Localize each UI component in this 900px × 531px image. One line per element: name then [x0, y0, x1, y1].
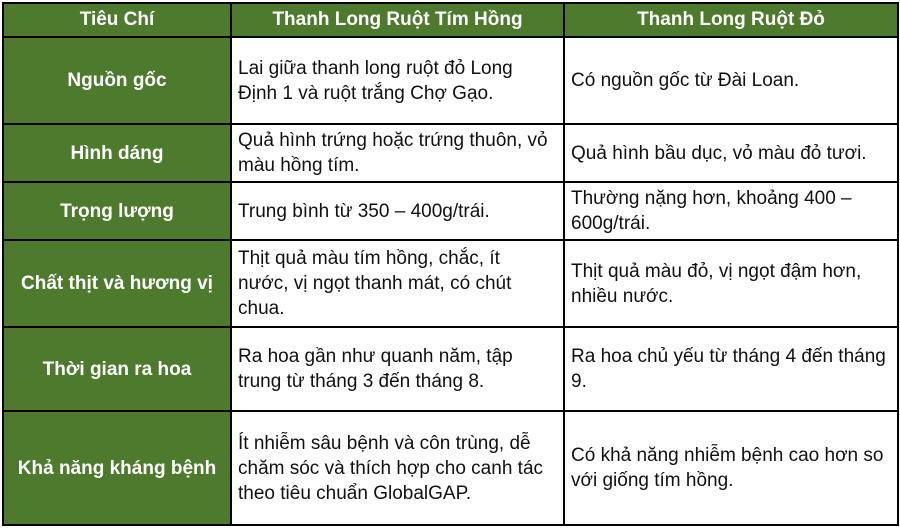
criteria-cell: Thời gian ra hoa	[3, 327, 231, 411]
criteria-cell: Hình dáng	[3, 124, 231, 182]
red-cell: Quả hình bầu dục, vỏ màu đỏ tươi.	[564, 124, 898, 182]
red-cell: Thường nặng hơn, khoảng 400 – 600g/trái.	[564, 182, 898, 240]
table-row	[3, 411, 898, 525]
comparison-table	[2, 2, 899, 526]
red-cell: Có nguồn gốc từ Đài Loan.	[564, 37, 898, 124]
header-criteria: Tiêu Chí	[3, 3, 231, 37]
criteria-cell: Trọng lượng	[3, 182, 231, 240]
table-row	[3, 124, 898, 182]
table-row	[3, 240, 898, 327]
criteria-cell: Nguồn gốc	[3, 37, 231, 124]
purple-pink-cell: Ra hoa gần như quanh năm, tập trung từ tháng 3 đến tháng 8.	[231, 327, 564, 411]
purple-pink-cell: Trung bình từ 350 – 400g/trái.	[231, 182, 564, 240]
purple-pink-cell: Lai giữa thanh long ruột đỏ Long Định 1 và ruột trắng Chợ Gạo.	[231, 37, 564, 124]
table-row	[3, 182, 898, 240]
header-purple-pink: Thanh Long Ruột Tím Hồng	[231, 3, 564, 37]
red-cell: Có khả năng nhiễm bệnh cao hơn so với giống tím hồng.	[564, 411, 898, 525]
red-cell: Thịt quả màu đỏ, vị ngọt đậm hơn, nhiều nước.	[564, 240, 898, 327]
header-row	[3, 3, 898, 37]
purple-pink-cell: Thịt quả màu tím hồng, chắc, ít nước, vị ngọt thanh mát, có chút chua.	[231, 240, 564, 327]
table-row	[3, 37, 898, 124]
criteria-cell: Chất thịt và hương vị	[3, 240, 231, 327]
purple-pink-cell: Quả hình trứng hoặc trứng thuôn, vỏ màu hồng tím.	[231, 124, 564, 182]
red-cell: Ra hoa chủ yếu từ tháng 4 đến tháng 9.	[564, 327, 898, 411]
header-red: Thanh Long Ruột Đỏ	[564, 3, 898, 37]
table-row	[3, 327, 898, 411]
purple-pink-cell: Ít nhiễm sâu bệnh và côn trùng, dễ chăm sóc và thích hợp cho canh tác theo tiêu chuẩn GlobalGAP.	[231, 411, 564, 525]
criteria-cell: Khả năng kháng bệnh	[3, 411, 231, 525]
